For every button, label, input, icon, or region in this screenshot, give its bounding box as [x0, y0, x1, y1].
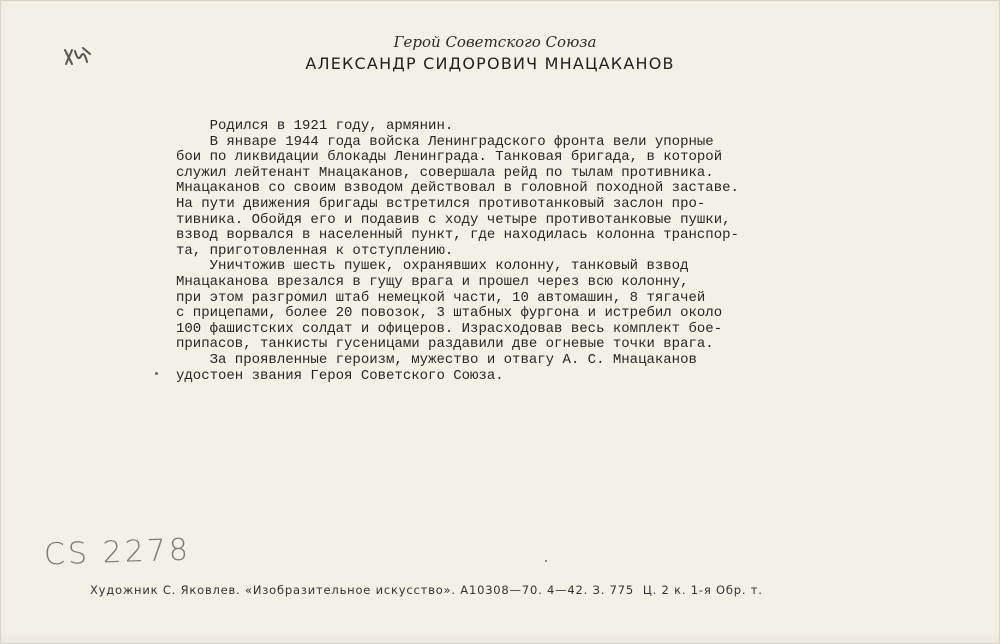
biography-text [176, 119, 816, 384]
body-line: взвод ворвался в населенный пункт, где находилась колонна транспор- [176, 227, 739, 244]
body-line: удостоен звания Героя Советского Союза. [176, 367, 504, 384]
body-line: Родился в 1921 году, армянин. [176, 118, 454, 134]
catalog-number-stamp: CS 2278 [43, 532, 192, 573]
hero-subtitle: Герой Советского Союза [393, 33, 597, 51]
body-line: тивника. Обойдя его и подавив с ходу четыре противотанковые пушки, [176, 211, 731, 228]
body-line: 100 фашистских солдат и офицеров. Израсходовав весь комплект бое- [176, 320, 723, 337]
hero-name-title: АЛЕКСАНДР СИДОРОВИЧ МНАЦАКАНОВ [305, 54, 675, 73]
body-line: Уничтожив шесть пушек, охранявших колонну, танковый взвод [176, 258, 689, 275]
body-line: служил лейтенант Мнацаканов, совершала рейд по тылам противника. [176, 164, 714, 181]
body-line: На пути движения бригады встретился противотанковый заслон про- [176, 195, 706, 212]
body-line: при этом разгромил штаб немецкой части, 10 автомашин, 8 тягачей [176, 289, 706, 306]
body-line: Мнацаканов со своим взводом действовал в головной походной заставе. [176, 180, 739, 197]
body-line: Мнацаканова врезался в гущу врага и прошел через всю колонну, [176, 273, 689, 290]
body-line: За проявленные героизм, мужество и отвагу А. С. Мнацаканов [176, 351, 697, 368]
publisher-imprint: Художник С. Яковлев. «Изобразительное искусство». А10308—70. 4—42. З. 775 Ц. 2 к. 1-я Обр. т. [90, 583, 763, 597]
body-line: с прицепами, более 20 повозок, 3 штабных фургона и истребил около [176, 305, 723, 322]
body-line: бои по ликвидации блокады Ленинграда. Танковая бригада, в которой [176, 149, 723, 166]
body-line: та, приготовленная к отступлению. [176, 242, 454, 259]
paper-speck [155, 372, 158, 375]
body-line: В январе 1944 года войска Ленинградского фронта вели упорные [176, 133, 714, 150]
paper-speck [545, 560, 547, 562]
body-line: припасов, танкисты гусеницами раздавили две огневые точки врага. [176, 336, 714, 353]
